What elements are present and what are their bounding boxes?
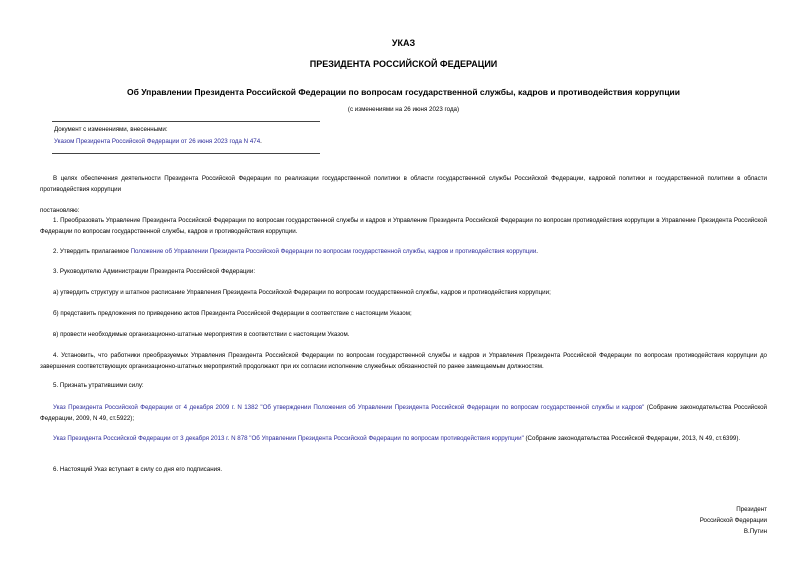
paragraph-2-prefix: 2. Утвердить прилагаемое (53, 248, 131, 255)
repealed-decree-1382-link[interactable]: Указ Президента Российской Федерации от 4 декабря 2009 г. N 1382 "Об утверждении Положения об Управлении Президента Российской Федерации по вопросам государственной службы и кадров" (53, 404, 645, 411)
paragraph-5a (40, 403, 767, 424)
paragraph-4: 4. Установить, что работники преобразуемых Управления Президента Российской Федерации по вопросам государственной службы и кадров и Управления Президента Российской Федерации по вопросам противодействия коррупции до завершения соответствующих организационно-штатных мероприятий продолжают при их согласии исполнение служебных обязанностей по ранее замещаемым должностям. (40, 352, 767, 370)
paragraph-2 (40, 247, 767, 258)
preamble-paragraph: В целях обеспечения деятельности Президента Российской Федерации по реализации государственной политики в области государственной службы Российской Федерации, кадровой политики и государственной политики в области противодействия коррупции (40, 175, 767, 193)
paragraph-3a: а) утвердить структуру и штатное расписание Управления Президента Российской Федерации по вопросам государственной службы, кадров и противодействия коррупции; (53, 289, 551, 296)
issuer-title: ПРЕЗИДЕНТА РОССИЙСКОЙ ФЕДЕРАЦИИ (309, 59, 498, 69)
paragraph-3b: б) представить предложения по приведению актов Президента Российской Федерации в соответствие с настоящим Указом; (53, 310, 412, 317)
doc-type-title: УКАЗ (391, 38, 416, 48)
amendment-link-suffix: . (260, 138, 262, 145)
signature-country: Российской Федерации (699, 517, 767, 524)
revision-note: (с изменениями на 26 июня 2023 года) (347, 106, 460, 113)
paragraph-5: 5. Признать утратившими силу: (53, 382, 144, 389)
amendment-link[interactable]: Указом Президента Российской Федерации от 26 июня 2023 года N 474 (54, 138, 261, 145)
document-subject: Об Управлении Президента Российской Федерации по вопросам государственной службы, кадров и противодействия коррупции (127, 87, 680, 97)
paragraph-1: 1. Преобразовать Управление Президента Российской Федерации по вопросам государственной службы и кадров и Управление Президента Российской Федерации по вопросам противодействия коррупции в Управление Президента Российской Федерации по вопросам государственной службы, кадров и противодействия коррупции. (40, 217, 767, 235)
paragraph-6: 6. Настоящий Указ вступает в силу со дня его подписания. (53, 466, 223, 473)
signature-title: Президент (736, 506, 767, 513)
paragraph-3c: в) провести необходимые организационно-штатные мероприятия в соответствии с настоящим Указом. (53, 331, 350, 338)
paragraph-5b-suffix: (Собрание законодательства Российской Федерации, 2013, N 49, ст.6399). (523, 435, 741, 442)
signature-name: В.Путин (743, 528, 767, 535)
amendments-line (54, 138, 262, 145)
regulation-link[interactable]: Положение об Управлении Президента Российской Федерации по вопросам государственной службы, кадров и противодействия коррупции (130, 248, 537, 255)
paragraph-5a-suffix: (Собрание законодательства Российской Федерации, 2009, N 49, ст.5922); (40, 404, 767, 422)
paragraph-2-suffix: . (536, 248, 539, 255)
paragraph-3: 3. Руководителю Администрации Президента Российской Федерации: (53, 268, 256, 275)
decree-word: постановляю: (40, 207, 80, 214)
amendments-box (52, 121, 320, 154)
amendments-label: Документ с изменениями, внесенными: (54, 126, 168, 133)
repealed-decree-878-link[interactable]: Указ Президента Российской Федерации от 3 декабря 2013 г. N 878 "Об Управлении Президента Российской Федерации по вопросам противодействия коррупции" (53, 435, 524, 442)
paragraph-5b (40, 434, 767, 445)
